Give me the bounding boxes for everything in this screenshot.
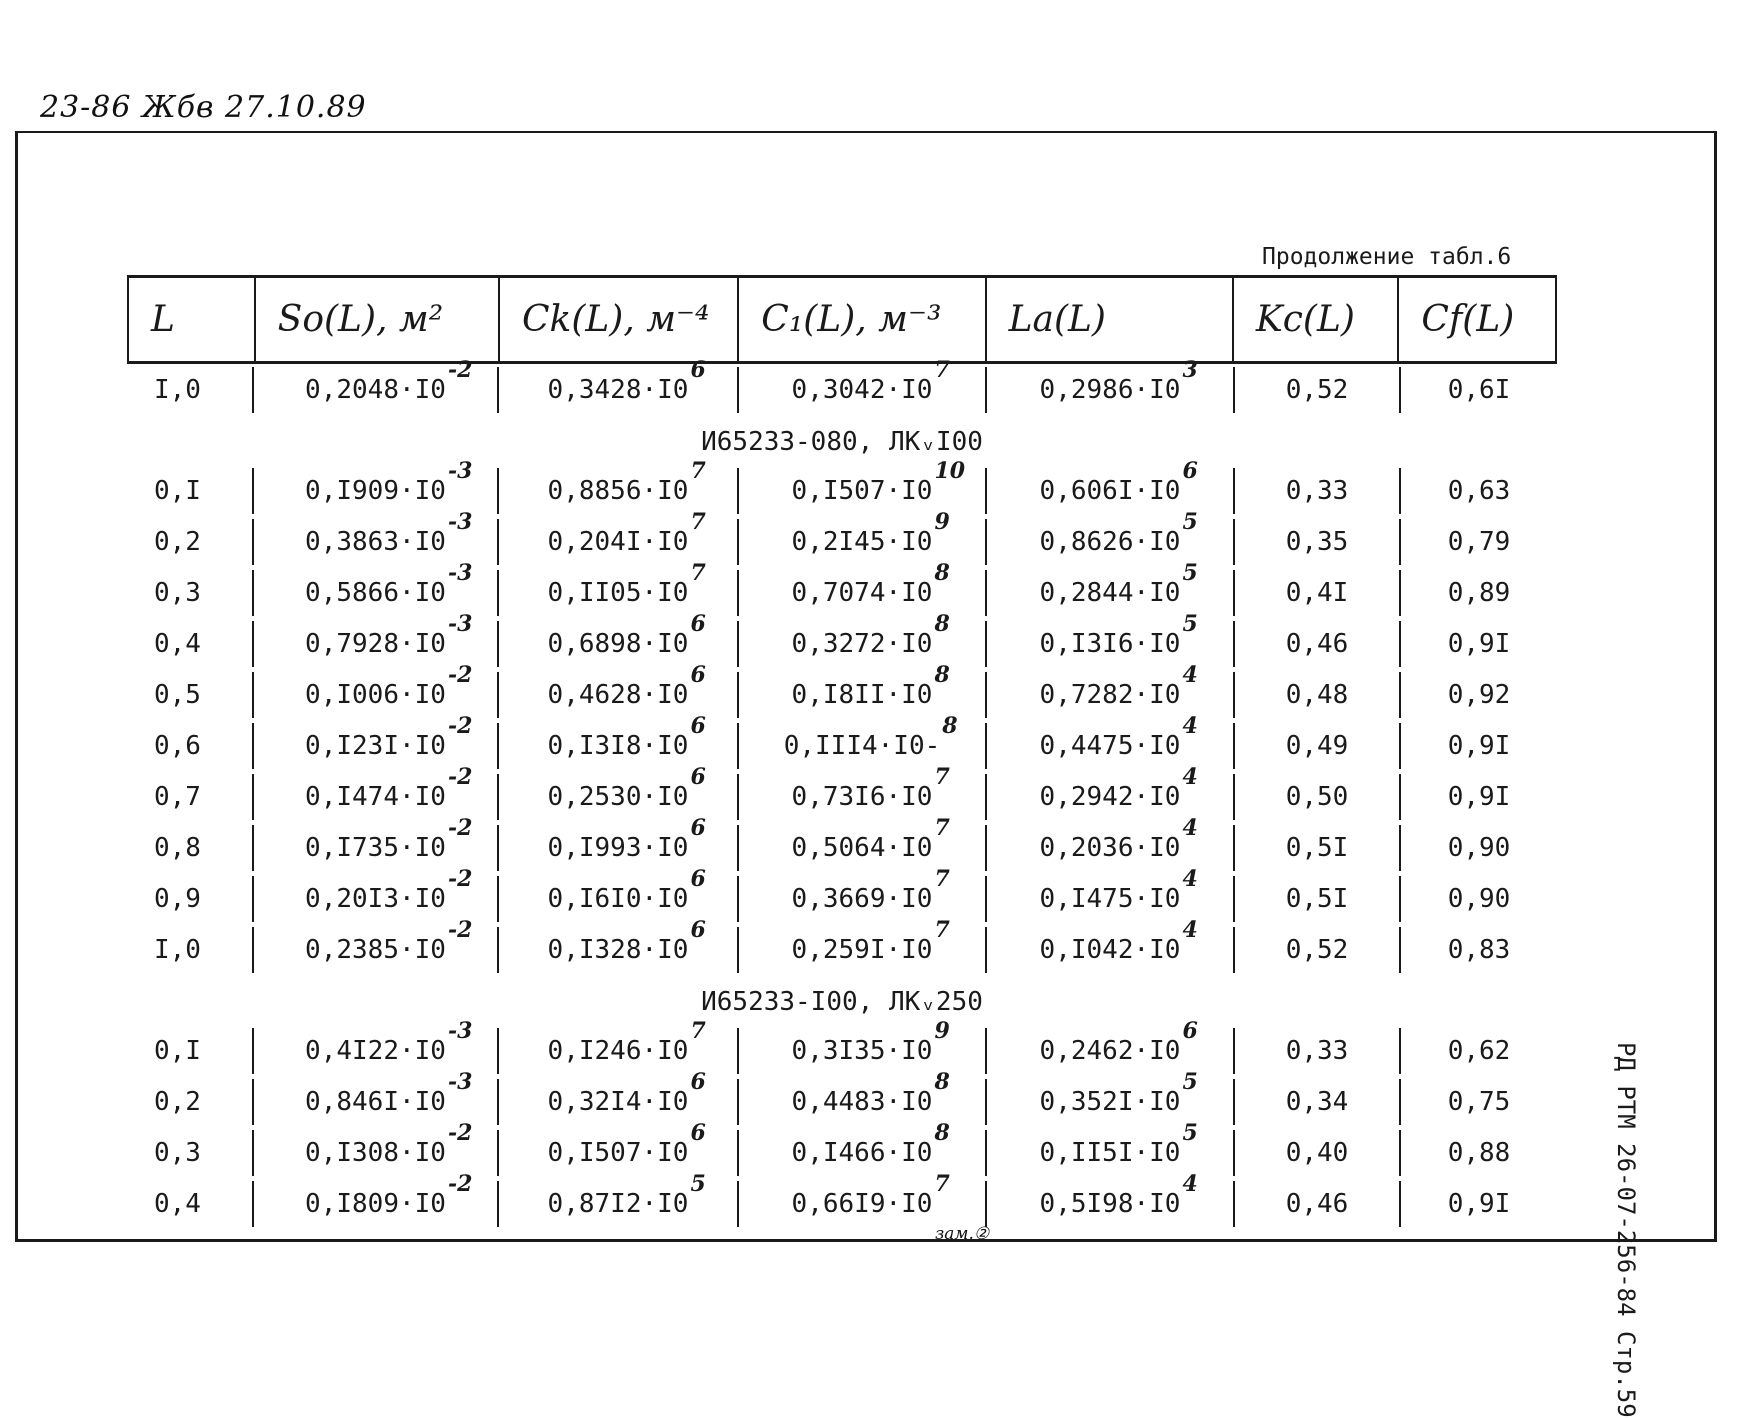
- cell-so: 0,I006·I0 -2: [305, 661, 473, 710]
- exponent: 7: [934, 356, 950, 383]
- exponent: -3: [447, 610, 473, 637]
- cell-la: 0,I3I6·I0 5: [1039, 610, 1198, 659]
- exponent: -3: [447, 559, 473, 586]
- exponent: 8: [934, 1119, 950, 1146]
- cell-la: 0,2986·I0 3: [1039, 356, 1198, 405]
- exponent: 7: [934, 1170, 950, 1197]
- exponent: 7: [690, 508, 706, 535]
- header-kc: Kc(L): [1234, 278, 1400, 361]
- cell-l: 0,9: [127, 876, 254, 922]
- exponent: -2: [447, 1170, 473, 1197]
- exponent: 5: [1182, 508, 1198, 535]
- table-row: [127, 559, 1557, 618]
- exponent: 5: [1182, 1119, 1198, 1146]
- table-row: [127, 916, 1557, 975]
- table-row: [127, 712, 1557, 771]
- table-row: [127, 763, 1557, 822]
- cell-la: 0,2462·I0 6: [1039, 1017, 1198, 1066]
- exponent: -2: [447, 814, 473, 841]
- exponent: 4: [1182, 814, 1198, 841]
- cell-la: 0,352I·I0 5: [1039, 1068, 1198, 1117]
- handwritten-note: 23-86 Жбв 27.10.89: [40, 90, 367, 125]
- cell-c1: 0,3272·I0 8: [791, 610, 950, 659]
- cell-l: I,0: [127, 367, 254, 413]
- cell-kc: 0,48: [1235, 672, 1401, 718]
- cell-c1: 0,3042·I0 7: [791, 356, 950, 405]
- cell-l: 0,3: [127, 1130, 254, 1176]
- cell-c1: 0,3I35·I0 9: [791, 1017, 950, 1066]
- cell-so: 0,I735·I0 -2: [305, 814, 473, 863]
- cell-kc: 0,5I: [1235, 876, 1401, 922]
- cell-c1: 0,2I45·I0 9: [791, 508, 950, 557]
- cell-la: 0,2942·I0 4: [1039, 763, 1198, 812]
- cell-ck: 0,4628·I0 6: [547, 661, 706, 710]
- cell-cf: 0,9I: [1447, 628, 1511, 659]
- cell-la: 0,606I·I0 6: [1039, 457, 1198, 506]
- cell-c1: 0,259I·I0 7: [791, 916, 950, 965]
- exponent: 6: [690, 356, 706, 383]
- cell-c1: 0,I466·I0 8: [791, 1119, 950, 1168]
- cell-so: 0,I909·I0 -3: [305, 457, 473, 506]
- exponent: 6: [690, 712, 706, 739]
- cell-l: 0,7: [127, 774, 254, 820]
- table-row: [127, 865, 1557, 924]
- exponent: -2: [447, 712, 473, 739]
- cell-c1: 0,5064·I0 7: [791, 814, 950, 863]
- cell-kc: 0,35: [1235, 519, 1401, 565]
- exponent: 4: [1182, 763, 1198, 790]
- exponent: -3: [447, 1068, 473, 1095]
- cell-l: 0,5: [127, 672, 254, 718]
- exponent: 8: [934, 661, 950, 688]
- exponent: 4: [1182, 865, 1198, 892]
- table-row: [127, 661, 1557, 720]
- cell-kc: 0,5I: [1235, 825, 1401, 871]
- exponent: 9: [934, 508, 950, 535]
- cell-kc: 0,40: [1235, 1130, 1401, 1176]
- exponent: 3: [1182, 356, 1198, 383]
- exponent: -3: [447, 457, 473, 484]
- exponent: 7: [690, 1017, 706, 1044]
- cell-cf: 0,90: [1447, 883, 1511, 914]
- cell-so: 0,2048·I0 -2: [305, 356, 473, 405]
- cell-so: 0,2385·I0 -2: [305, 916, 473, 965]
- exponent: 6: [690, 814, 706, 841]
- cell-ck: 0,I328·I0 6: [547, 916, 706, 965]
- cell-ck: 0,I6I0·I0 6: [547, 865, 706, 914]
- cell-c1: 0,I8II·I0 8: [791, 661, 950, 710]
- exponent: 6: [690, 865, 706, 892]
- exponent: -3: [447, 1017, 473, 1044]
- cell-so: 0,5866·I0 -3: [305, 559, 473, 608]
- cell-la: 0,8626·I0 5: [1039, 508, 1198, 557]
- exponent: 4: [1182, 1170, 1198, 1197]
- exponent: 7: [934, 916, 950, 943]
- cell-l: 0,4: [127, 1181, 254, 1227]
- cell-ck: 0,204I·I0 7: [547, 508, 706, 557]
- table-row: [127, 1068, 1557, 1127]
- cell-ck: 0,I246·I0 7: [547, 1017, 706, 1066]
- table-row: [127, 1017, 1557, 1076]
- exponent: 8: [942, 712, 958, 739]
- cell-cf: 0,89: [1447, 577, 1511, 608]
- cell-ck: 0,I3I8·I0 6: [547, 712, 706, 761]
- cell-la: 0,II5I·I0 5: [1039, 1119, 1198, 1168]
- cell-ck: 0,II05·I0 7: [547, 559, 706, 608]
- exponent: -3: [447, 508, 473, 535]
- cell-l: 0,2: [127, 1079, 254, 1125]
- cell-cf: 0,63: [1447, 475, 1511, 506]
- cell-ck: 0,32I4·I0 6: [547, 1068, 706, 1117]
- exponent: 6: [690, 763, 706, 790]
- cell-ck: 0,3428·I0 6: [547, 356, 706, 405]
- table-row: [127, 814, 1557, 873]
- table-row: [127, 457, 1557, 516]
- group-title: И65233-080, ЛКᵥI00: [701, 427, 983, 457]
- exponent: 5: [690, 1170, 706, 1197]
- exponent: 6: [690, 1068, 706, 1095]
- cell-so: 0,3863·I0 -3: [305, 508, 473, 557]
- cell-l: 0,2: [127, 519, 254, 565]
- exponent: 6: [690, 610, 706, 637]
- cell-so: 0,4I22·I0 -3: [305, 1017, 473, 1066]
- cell-cf: 0,62: [1447, 1035, 1511, 1066]
- exponent: 8: [934, 1068, 950, 1095]
- cell-kc: 0,49: [1235, 723, 1401, 769]
- table-header: [127, 275, 1557, 364]
- exponent: 4: [1182, 661, 1198, 688]
- cell-l: 0,3: [127, 570, 254, 616]
- document-code: РД РТМ 26-07-256-84 Стр.59: [1612, 1042, 1640, 1418]
- exponent: -2: [447, 763, 473, 790]
- exponent: 7: [690, 457, 706, 484]
- cell-so: 0,I23I·I0 -2: [305, 712, 473, 761]
- cell-cf: 0,9I: [1447, 1188, 1511, 1219]
- cell-ck: 0,6898·I0 6: [547, 610, 706, 659]
- cell-kc: 0,33: [1235, 1028, 1401, 1074]
- exponent: -2: [447, 865, 473, 892]
- exponent: -2: [447, 356, 473, 383]
- cell-l: 0,I: [127, 468, 254, 514]
- exponent: 7: [690, 559, 706, 586]
- header-cf: Cf(L): [1421, 299, 1515, 340]
- cell-ck: 0,87I2·I0 5: [547, 1170, 706, 1219]
- group-title: И65233-I00, ЛКᵥ250: [701, 987, 983, 1017]
- exponent: -2: [447, 916, 473, 943]
- exponent: -2: [447, 1119, 473, 1146]
- header-la: La(L): [987, 278, 1234, 361]
- cell-so: 0,I809·I0 -2: [305, 1170, 473, 1219]
- exponent: 9: [934, 1017, 950, 1044]
- cell-l: 0,4: [127, 621, 254, 667]
- cell-so: 0,846I·I0 -3: [305, 1068, 473, 1117]
- cell-ck: 0,I507·I0 6: [547, 1119, 706, 1168]
- table-caption: Продолжение табл.6: [1262, 244, 1512, 270]
- header-c1: C₁(L), м⁻³: [739, 278, 986, 361]
- exponent: 7: [934, 814, 950, 841]
- cell-l: 0,8: [127, 825, 254, 871]
- cell-cf: 0,92: [1447, 679, 1511, 710]
- cell-la: 0,I042·I0 4: [1039, 916, 1198, 965]
- table-row: [127, 356, 1557, 415]
- header-ck: Ck(L), м⁻⁴: [500, 278, 739, 361]
- table-row: [127, 610, 1557, 669]
- exponent: 8: [934, 559, 950, 586]
- cell-cf: 0,9I: [1447, 730, 1511, 761]
- header-so: So(L), м²: [256, 278, 500, 361]
- exponent: 5: [1182, 1068, 1198, 1095]
- cell-kc: 0,52: [1235, 367, 1401, 413]
- cell-l: 0,6: [127, 723, 254, 769]
- exponent: 6: [1182, 1017, 1198, 1044]
- exponent: 7: [934, 865, 950, 892]
- cell-l: 0,I: [127, 1028, 254, 1074]
- cell-kc: 0,50: [1235, 774, 1401, 820]
- exponent: 6: [690, 916, 706, 943]
- exponent: 10: [934, 457, 966, 484]
- cell-c1: 0,I507·I0 10: [791, 457, 966, 506]
- cell-la: 0,I475·I0 4: [1039, 865, 1198, 914]
- group-rows: [127, 457, 1557, 975]
- table-row: [127, 508, 1557, 567]
- exponent: 4: [1182, 712, 1198, 739]
- cell-la: 0,4475·I0 4: [1039, 712, 1198, 761]
- cell-c1: 0,3669·I0 7: [791, 865, 950, 914]
- exponent: 5: [1182, 610, 1198, 637]
- group-rows: [127, 1017, 1557, 1229]
- cell-ck: 0,2530·I0 6: [547, 763, 706, 812]
- exponent: -2: [447, 661, 473, 688]
- exponent: 6: [1182, 457, 1198, 484]
- cell-cf: 0,83: [1447, 934, 1511, 965]
- exponent: 6: [690, 661, 706, 688]
- cell-ck: 0,I993·I0 6: [547, 814, 706, 863]
- exponent: 8: [934, 610, 950, 637]
- cell-c1: 0,4483·I0 8: [791, 1068, 950, 1117]
- exponent: 7: [934, 763, 950, 790]
- data-table: [127, 275, 1557, 1229]
- exponent: 6: [690, 1119, 706, 1146]
- exponent: 4: [1182, 916, 1198, 943]
- cell-l: I,0: [127, 927, 254, 973]
- cell-so: 0,20I3·I0 -2: [305, 865, 473, 914]
- cell-ck: 0,8856·I0 7: [547, 457, 706, 506]
- cell-la: 0,2036·I0 4: [1039, 814, 1198, 863]
- cell-c1: 0,7074·I0 8: [791, 559, 950, 608]
- cell-c1: 0,66I9·I0 7: [791, 1170, 950, 1219]
- cell-kc: 0,34: [1235, 1079, 1401, 1125]
- cell-la: 0,5I98·I0 4: [1039, 1170, 1198, 1219]
- cell-cf: 0,79: [1447, 526, 1511, 557]
- cell-la: 0,2844·I0 5: [1039, 559, 1198, 608]
- cell-cf: 0,6I: [1447, 374, 1511, 405]
- header-l: L: [129, 278, 256, 361]
- amendment-note: зам.②: [935, 1224, 990, 1244]
- cell-cf: 0,9I: [1447, 781, 1511, 812]
- cell-kc: 0,46: [1235, 621, 1401, 667]
- cell-kc: 0,52: [1235, 927, 1401, 973]
- cell-c1: 0,73I6·I0 7: [791, 763, 950, 812]
- cell-kc: 0,4I: [1235, 570, 1401, 616]
- cell-so: 0,7928·I0 -3: [305, 610, 473, 659]
- cell-la: 0,7282·I0 4: [1039, 661, 1198, 710]
- exponent: 5: [1182, 559, 1198, 586]
- cell-c1: 0,III4·I0- 8: [783, 712, 958, 761]
- cell-cf: 0,75: [1447, 1086, 1511, 1117]
- table-row: [127, 1170, 1557, 1229]
- cell-so: 0,I474·I0 -2: [305, 763, 473, 812]
- cell-so: 0,I308·I0 -2: [305, 1119, 473, 1168]
- cell-cf: 0,90: [1447, 832, 1511, 863]
- cell-kc: 0,46: [1235, 1181, 1401, 1227]
- cell-cf: 0,88: [1447, 1137, 1511, 1168]
- table-row: [127, 1119, 1557, 1178]
- cell-kc: 0,33: [1235, 468, 1401, 514]
